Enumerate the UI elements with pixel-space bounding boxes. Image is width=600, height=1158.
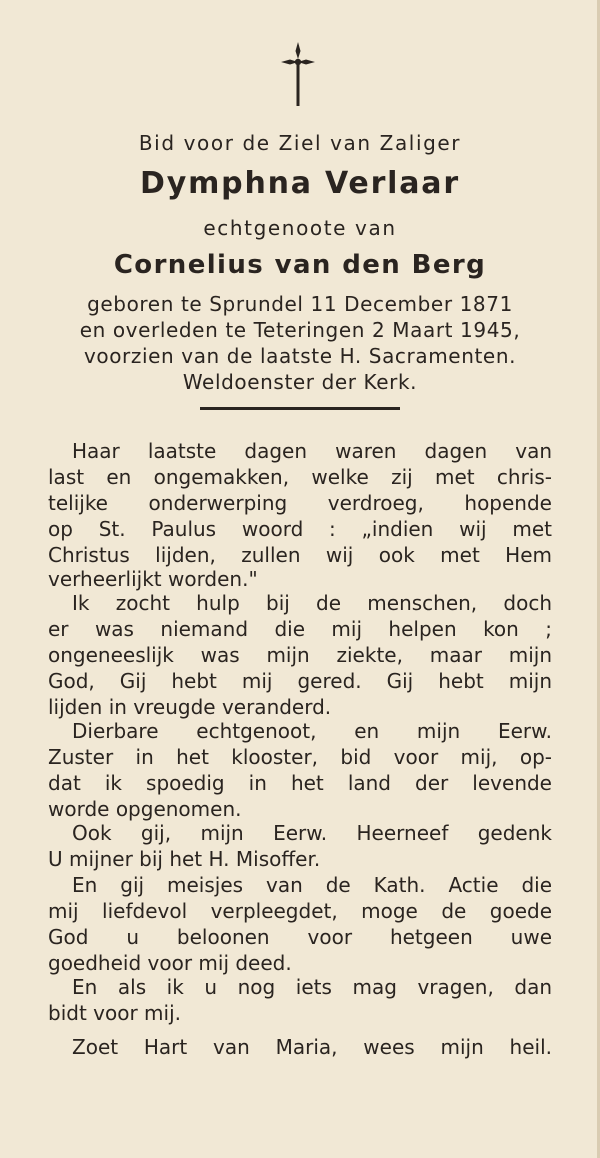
prayer-line: dat ik spoedig in het land der levende xyxy=(48,771,552,795)
prayer-line: Ik zocht hulp bij de menschen, doch xyxy=(72,591,552,615)
spouse-intro: echtgenoote van xyxy=(203,216,397,240)
bio-line: Weldoenster der Kerk. xyxy=(182,370,418,394)
prayer-line: Ook gij, mijn Eerw. Heerneef gedenk xyxy=(72,821,552,845)
prayer-line: ongeneeslijk was mijn ziekte, maar mijn xyxy=(48,643,552,667)
prayer-line: er was niemand die mij helpen kon ; xyxy=(48,617,552,641)
prayer-line: God, Gij hebt mij gered. Gij hebt mijn xyxy=(48,669,552,693)
prayer-line: telijke onderwerping verdroeg, hopende xyxy=(48,491,552,515)
prayer-line: Dierbare echtgenoot, en mijn Eerw. xyxy=(72,719,552,743)
divider-rule xyxy=(200,407,400,410)
prayer-line: lijden in vreugde veranderd. xyxy=(48,695,332,719)
prayer-line: worde opgenomen. xyxy=(48,797,242,821)
prayer-line: En als ik u nog iets mag vragen, dan xyxy=(72,975,552,999)
prayer-line: goedheid voor mij deed. xyxy=(48,951,292,975)
cross-icon xyxy=(281,42,315,106)
prayer-line: Zuster in het klooster, bid voor mij, op- xyxy=(48,745,552,769)
prayer-line: Zoet Hart van Maria, wees mijn heil. xyxy=(72,1035,552,1059)
prayer-line: En gij meisjes van de Kath. Actie die xyxy=(72,873,552,897)
prayer-line: bidt voor mij. xyxy=(48,1001,181,1025)
prayer-line: Haar laatste dagen waren dagen van xyxy=(72,439,552,463)
prayer-line: op St. Paulus woord : „indien wij met xyxy=(48,517,552,541)
prayer-line: last en ongemakken, welke zij met chris- xyxy=(48,465,552,489)
spouse-name: Cornelius van den Berg xyxy=(113,250,487,280)
prayer-line: mij liefdevol verpleegdet, moge de goede xyxy=(48,899,552,923)
bio-line: geboren te Sprundel 11 December 1871 xyxy=(87,292,513,316)
prayer-line: verheerlijkt worden." xyxy=(48,567,258,591)
bio-line: voorzien van de laatste H. Sacramenten. xyxy=(83,344,517,368)
prayer-line: Christus lijden, zullen wij ook met Hem xyxy=(48,543,552,567)
prayer-line: God u beloonen voor hetgeen uwe xyxy=(48,925,552,949)
bio-line: en overleden te Teteringen 2 Maart 1945, xyxy=(79,318,521,342)
deceased-name: Dymphna Verlaar xyxy=(140,166,460,201)
prayer-line: U mijner bij het H. Misoffer. xyxy=(48,847,321,871)
intro-line: Bid voor de Ziel van Zaliger xyxy=(138,131,462,155)
